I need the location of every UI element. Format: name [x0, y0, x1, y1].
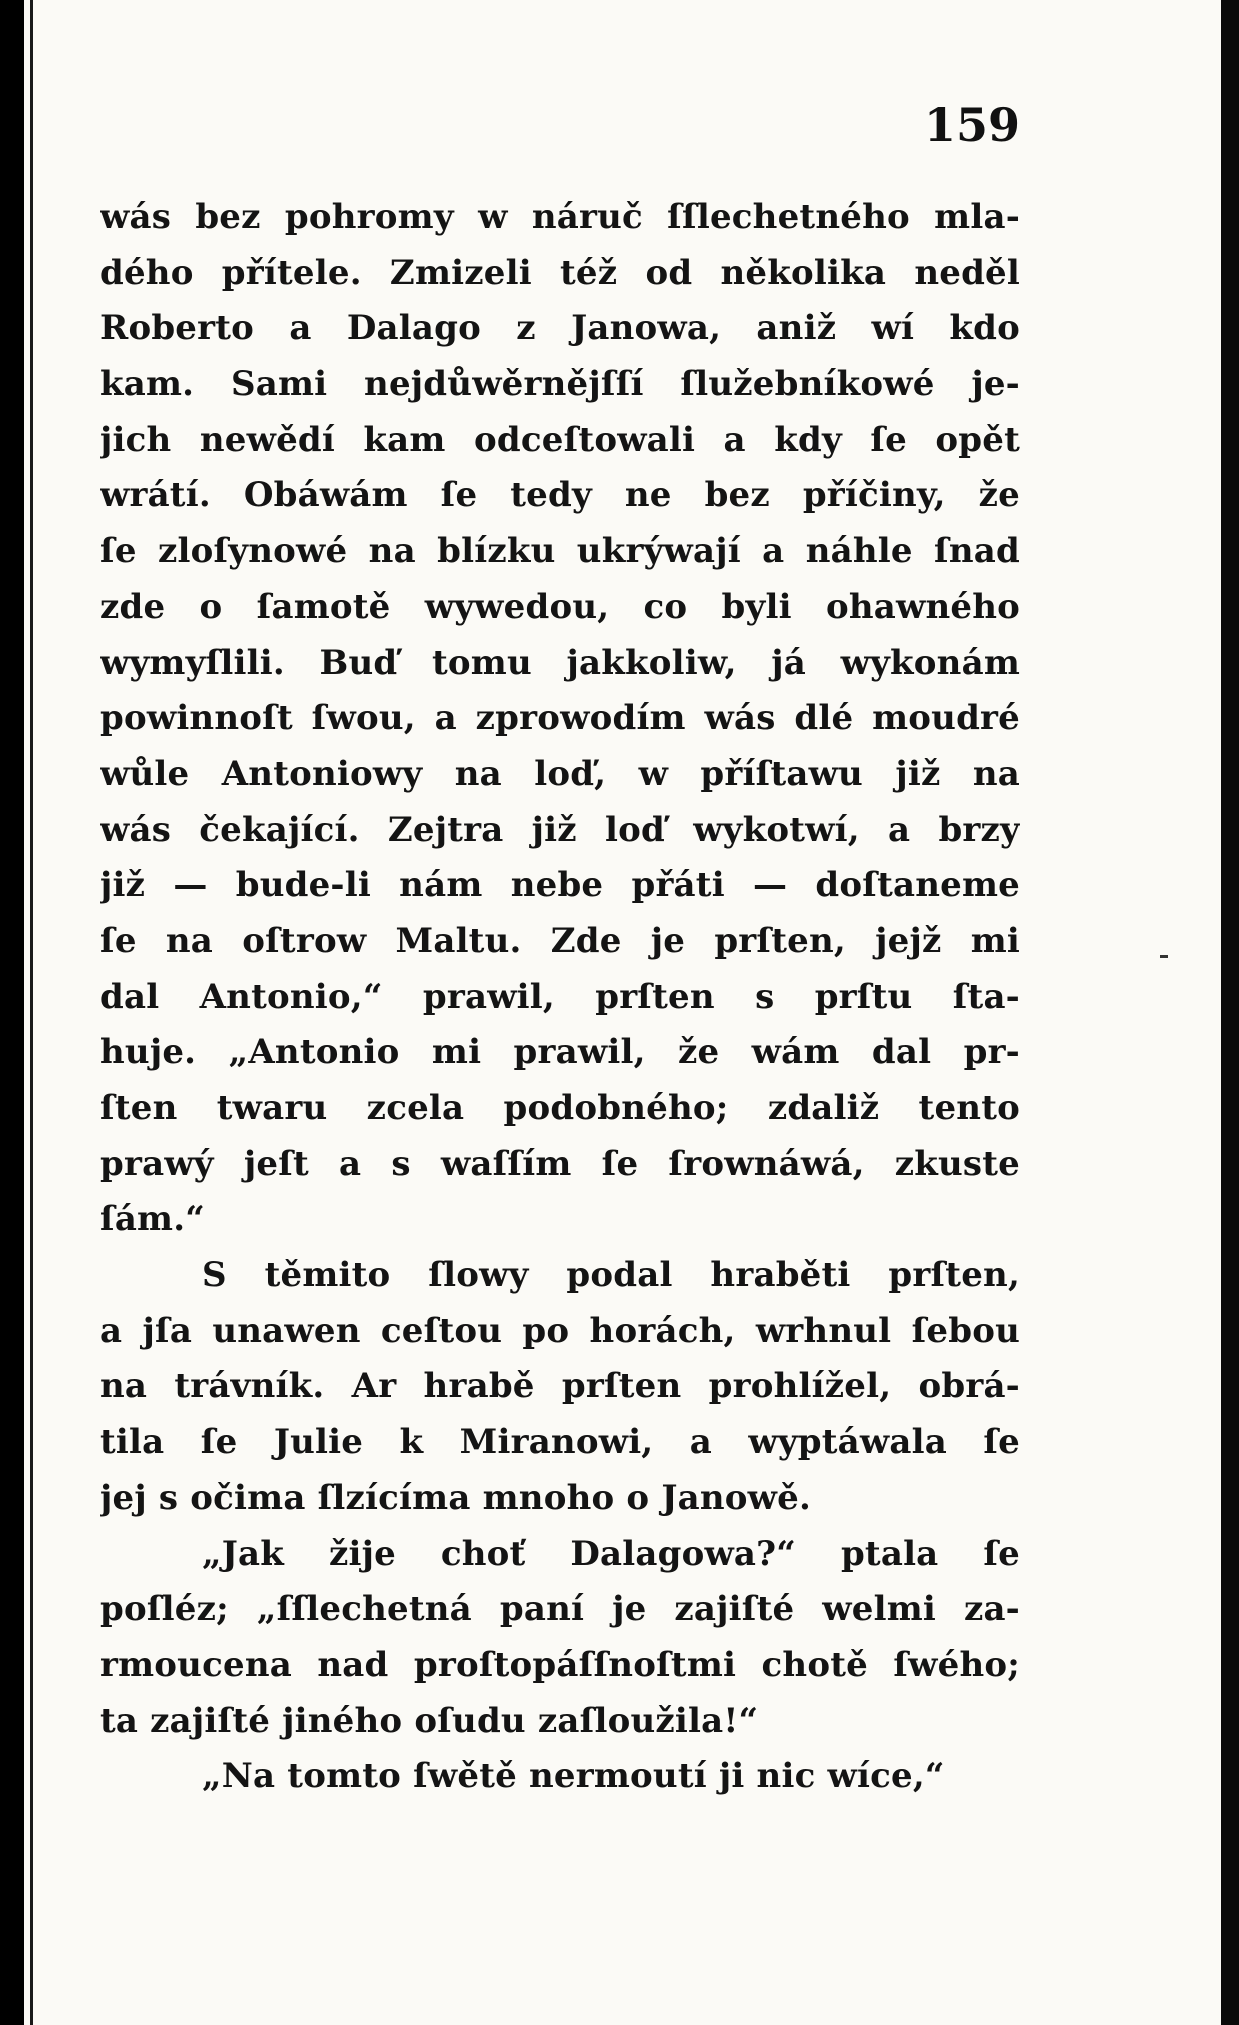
text-line: huje. „Antonio mi prawil, že wám dal pr-: [100, 1032, 1020, 1073]
text-line: poſléz; „ſſlechetná paní je zajiſté welmi za-: [100, 1589, 1020, 1630]
text-line: „Na tomto ſwětě nermoutí ji nic wíce,“: [202, 1756, 945, 1797]
text-line: wymyſlili. Buď tomu jakkoliw, já wykonám: [100, 642, 1020, 683]
text-line: ſám.“: [100, 1199, 206, 1240]
text-line: ſten twaru zcela podobného; zdaliž tento: [100, 1088, 1020, 1128]
text-line: „Jak žije choť Dalagowa?“ ptala ſe: [202, 1533, 1020, 1574]
text-line: zde o ſamotě wywedou, co byli ohawného: [100, 586, 1020, 627]
print-speck: [1160, 955, 1168, 958]
text-line: tila ſe Julie k Miranowi, a wyptáwala ſe: [100, 1422, 1020, 1463]
binding-shadow: [0, 0, 24, 2025]
text-line: již — bude-li nám nebe přáti — doſtaneme: [100, 865, 1020, 906]
text-line: kam. Sami nejdůwěrnějſſí ſlužebníkowé je-: [100, 364, 1020, 405]
text-line: rmoucena nad proſtopáſſnoſtmi chotě ſwého;: [100, 1644, 1020, 1685]
text-line: powinnoſt ſwou, a zprowodím wás dlé moudré: [100, 698, 1020, 739]
text-line: jich newědí kam odceſtowali a kdy ſe opět: [100, 419, 1020, 460]
text-line: wrátí. Obáwám ſe tedy ne bez příčiny, že: [100, 475, 1020, 516]
text-line: prawý jeſt a s waſſím ſe ſrownáwá, zkuste: [100, 1143, 1020, 1184]
text-line: dého přítele. Zmizeli též od několika neděl: [100, 252, 1020, 293]
text-line: na trávník. Ar hrabě prſten prohlížel, obrá-: [100, 1366, 1020, 1407]
text-line: ſe zloſynowé na blízku ukrýwají a náhle ſnad: [100, 531, 1020, 572]
text-line: ſe na oſtrow Maltu. Zde je prſten, jejž mi: [100, 920, 1020, 961]
body-text: [100, 190, 1020, 1805]
text-line: wůle Antoniowy na loď, w příſtawu již na: [100, 753, 1020, 794]
text-line: a jſa unawen ceſtou po horách, wrhnul ſebou: [100, 1310, 1020, 1351]
binding-line: [30, 0, 33, 2025]
text-line: Roberto a Dalago z Janowa, aniž wí kdo: [100, 308, 1020, 349]
page-number: 159: [923, 98, 1020, 152]
text-line: dal Antonio,“ prawil, prſten s prſtu ſta-: [100, 976, 1020, 1017]
text-line: wás bez pohromy w náruč ſſlechetného mla-: [100, 197, 1020, 237]
page-edge-shadow: [1221, 0, 1239, 2025]
text-line: ta zajiſté jiného oſudu zaſloužila!“: [100, 1700, 759, 1741]
text-line: wás čekající. Zejtra již loď wykotwí, a brzy: [100, 809, 1020, 850]
text-line: jej s očima ſlzícíma mnoho o Janowě.: [100, 1477, 811, 1518]
text-line: S těmito ſlowy podal hraběti prſten,: [202, 1255, 1020, 1296]
